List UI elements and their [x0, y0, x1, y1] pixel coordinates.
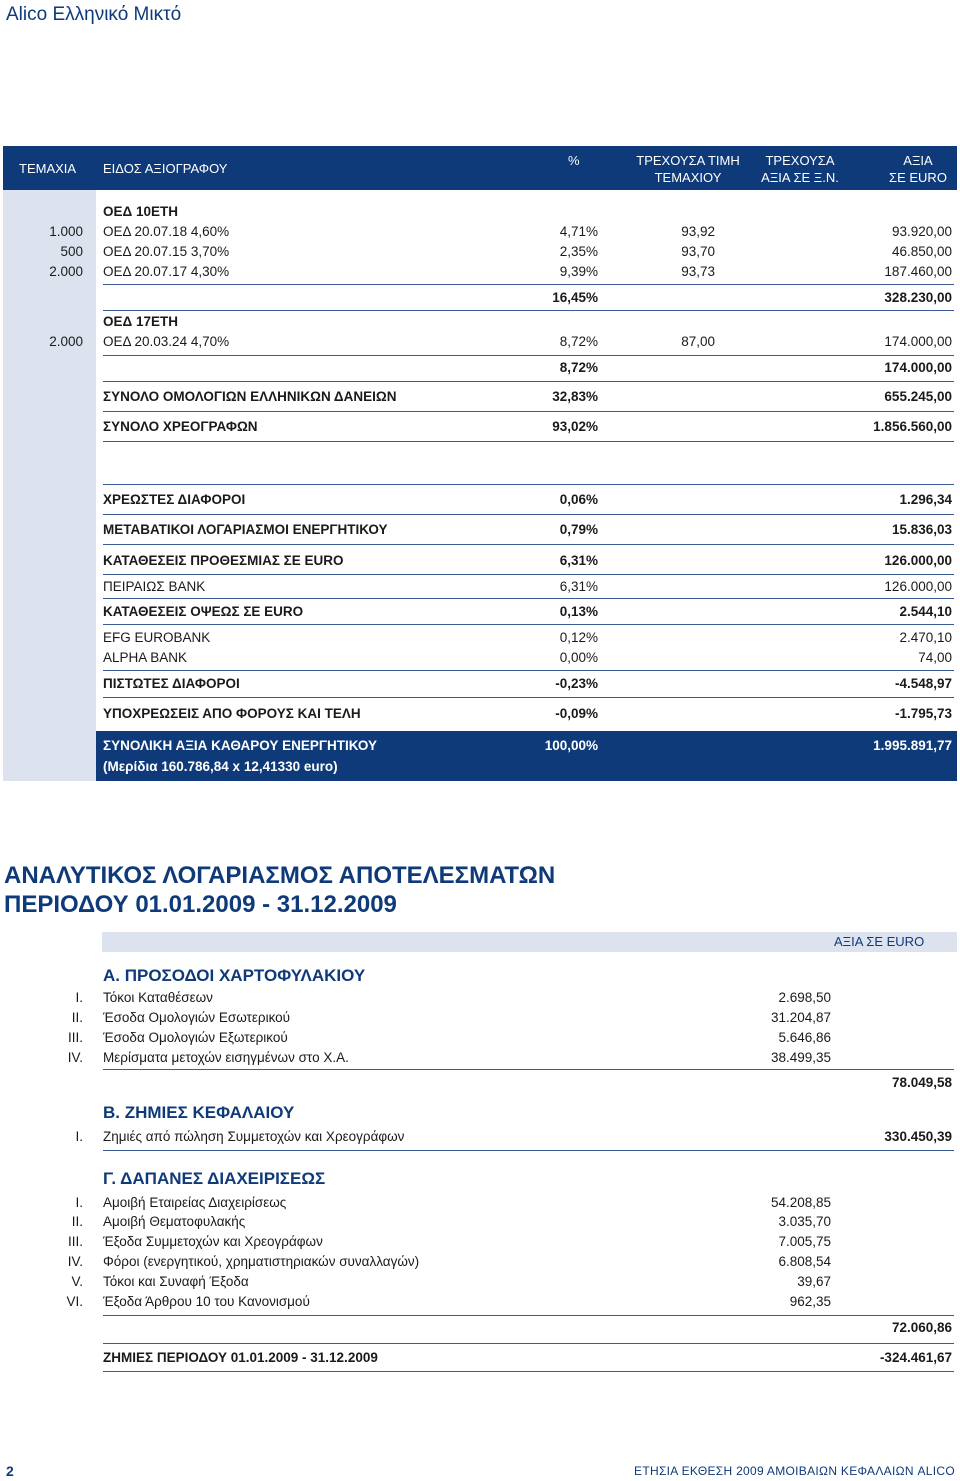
- header-price-line1: ΤΡΕΧΟΥΣΑ ΤΙΜΗ: [636, 153, 740, 168]
- row-name: ΟΕΔ 20.07.18 4,60%: [103, 224, 230, 239]
- row-pct: 8,72%: [559, 334, 598, 349]
- row-value: 93.920,00: [891, 224, 952, 239]
- section-divider: [103, 1150, 954, 1151]
- section-item-num: II.: [71, 1214, 83, 1229]
- total-label: ΣΥΝΟΛΟ ΧΡΕΟΓΡΑΦΩΝ: [103, 419, 258, 434]
- total-divider: [103, 381, 954, 382]
- page-title: Alico Ελληνικό Μικτό: [6, 4, 182, 25]
- total-label: ΣΥΝΟΛΟ ΟΜΟΛΟΓΙΩΝ ΕΛΛΗΝΙΚΩΝ ΔΑΝΕΙΩΝ: [103, 389, 397, 404]
- section-item-label: Μερίσματα μετοχών εισηγμένων στο Χ.Α.: [103, 1050, 349, 1065]
- net-total-pct: 100,00%: [544, 738, 598, 753]
- item-pct: 0,12%: [559, 630, 598, 645]
- period-loss-divider: [103, 1371, 954, 1372]
- item-pct: 0,00%: [559, 650, 598, 665]
- item-label: ΠΕΙΡΑΙΩΣ BANK: [103, 579, 206, 594]
- section-item-value: 330.450,39: [884, 1129, 952, 1144]
- item-value: 15.836,03: [891, 522, 952, 537]
- total-value: 1.856.560,00: [873, 419, 952, 434]
- header-fx: [755, 152, 845, 186]
- total-pct: 32,83%: [552, 389, 598, 404]
- total-divider: [103, 441, 954, 442]
- section-item-num: IV.: [67, 1254, 83, 1269]
- section-item-value: 39,67: [797, 1274, 831, 1289]
- section-item-num: IV.: [67, 1050, 83, 1065]
- subtotal-pct: 16,45%: [552, 290, 598, 305]
- row-name: ΟΕΔ 20.07.17 4,30%: [103, 264, 230, 279]
- header-pct: %: [568, 153, 580, 168]
- row-name: ΟΕΔ 20.07.15 3,70%: [103, 244, 230, 259]
- section-item-value: 5.646,86: [778, 1030, 831, 1045]
- section-divider: [103, 1315, 954, 1316]
- section-item-value: 38.499,35: [770, 1050, 831, 1065]
- item-label: ΚΑΤΑΘΕΣΕΙΣ ΟΨΕΩΣ ΣΕ EURO: [103, 604, 304, 619]
- section-item-num: VI.: [66, 1294, 83, 1309]
- header-fx-line1: ΤΡΕΧΟΥΣΑ: [765, 153, 835, 168]
- section-item-label: Αμοιβή Θεματοφυλακής: [103, 1214, 246, 1229]
- item-label: ΜΕΤΑΒΑΤΙΚΟΙ ΛΟΓΑΡΙΑΣΜΟΙ ΕΝΕΡΓΗΤΙΚΟΥ: [103, 522, 388, 537]
- row-value: 174.000,00: [884, 334, 952, 349]
- row-qty: 2.000: [49, 264, 83, 279]
- section-b-title: Β. ΖΗΜΙΕΣ ΚΕΦΑΛΑΙΟΥ: [103, 1103, 295, 1122]
- item-label: ΥΠΟΧΡΕΩΣΕΙΣ ΑΠΟ ΦΟΡΟΥΣ ΚΑΙ ΤΕΛΗ: [103, 706, 361, 721]
- header-fx-line2: ΑΞΙΑ ΣΕ Ξ.Ν.: [761, 170, 839, 185]
- item-divider: [103, 670, 954, 671]
- group-heading: ΟΕΔ 10ΕΤΗ: [103, 204, 178, 219]
- section-item-label: Τόκοι Καταθέσεων: [103, 990, 213, 1005]
- subtotal-value: 328.230,00: [884, 290, 952, 305]
- item-label: ΧΡΕΩΣΤΕΣ ΔΙΑΦΟΡΟΙ: [103, 492, 246, 507]
- item-pct: 0,79%: [559, 522, 598, 537]
- header-qty: ΤΕΜΑΧΙΑ: [19, 161, 77, 176]
- results-title-line2: ΠΕΡΙΟΔΟΥ 01.01.2009 - 31.12.2009: [4, 891, 397, 918]
- section-item-value: 6.808,54: [778, 1254, 831, 1269]
- section-item-num: I.: [75, 990, 83, 1005]
- qty-column-background: [3, 146, 96, 781]
- item-value: 126.000,00: [884, 579, 952, 594]
- section-c-title: Γ. ΔΑΠΑΝΕΣ ΔΙΑΧΕΙΡΙΣΕΩΣ: [103, 1169, 326, 1188]
- section-item-value: 3.035,70: [778, 1214, 831, 1229]
- total-divider: [103, 411, 954, 412]
- row-price: 87,00: [681, 334, 715, 349]
- total-value: 655.245,00: [884, 389, 952, 404]
- item-value: 2.470,10: [899, 630, 952, 645]
- period-loss-label: ΖΗΜΙΕΣ ΠΕΡΙΟΔΟΥ 01.01.2009 - 31.12.2009: [103, 1350, 378, 1365]
- header-eur-line2: ΣΕ EURO: [889, 170, 947, 185]
- row-pct: 2,35%: [559, 244, 598, 259]
- subtotal-divider: [103, 284, 954, 285]
- section-item-label: Φόροι (ενεργητικού, χρηματιστηριακών συναλλαγών): [103, 1254, 420, 1269]
- period-loss-divider: [103, 1343, 954, 1344]
- section-item-num: III.: [67, 1030, 83, 1045]
- section-item-label: Έξοδα Άρθρου 10 του Κανονισμού: [103, 1294, 310, 1309]
- row-price: 93,92: [681, 224, 715, 239]
- section-item-label: Έξοδα Συμμετοχών και Χρεογράφων: [103, 1234, 323, 1249]
- section-item-value: 2.698,50: [778, 990, 831, 1005]
- header-eur-line1: ΑΞΙΑ: [903, 153, 933, 168]
- section-item-label: Έσοδα Ομολογιών Εσωτερικού: [103, 1010, 291, 1025]
- section-item-num: I.: [75, 1195, 83, 1210]
- results-value-header-bg: [102, 932, 957, 952]
- item-pct: -0,09%: [555, 706, 598, 721]
- subtotal-pct: 8,72%: [559, 360, 598, 375]
- section-item-label: Έσοδα Ομολογιών Εξωτερικού: [103, 1030, 288, 1045]
- row-value: 46.850,00: [891, 244, 952, 259]
- results-title-line1: ΑΝΑΛΥΤΙΚΟΣ ΛΟΓΑΡΙΑΣΜΟΣ ΑΠΟΤΕΛΕΣΜΑΤΩΝ: [4, 862, 556, 889]
- row-pct: 9,39%: [559, 264, 598, 279]
- row-price: 93,70: [681, 244, 715, 259]
- section-a-total: 78.049,58: [891, 1075, 952, 1090]
- item-value: 1.296,34: [899, 492, 952, 507]
- section-c-total: 72.060,86: [891, 1320, 952, 1335]
- item-value: -4.548,97: [894, 676, 952, 691]
- item-divider: [103, 484, 954, 485]
- section-item-num: V.: [71, 1274, 83, 1289]
- row-qty: 500: [60, 244, 83, 259]
- section-item-value: 31.204,87: [770, 1010, 831, 1025]
- item-pct: 6,31%: [559, 553, 598, 568]
- subtotal-divider: [103, 355, 954, 356]
- subtotal-value: 174.000,00: [884, 360, 952, 375]
- section-item-label: Ζημιές από πώληση Συμμετοχών και Χρεογράφων: [103, 1129, 405, 1144]
- group-divider: [103, 310, 954, 311]
- footer-text: ΕΤΗΣΙΑ ΕΚΘΕΣΗ 2009 ΑΜΟΙΒΑΙΩΝ ΚΕΦΑΛΑΙΩΝ ALICO: [634, 1464, 955, 1478]
- net-total-value: 1.995.891,77: [873, 738, 952, 753]
- item-divider: [103, 514, 954, 515]
- item-label: ALPHA BANK: [103, 650, 188, 665]
- row-qty: 2.000: [49, 334, 83, 349]
- item-pct: 0,13%: [559, 604, 598, 619]
- section-divider: [103, 1069, 954, 1070]
- net-total-sublabel: (Μερίδια 160.786,84 x 12,41330 euro): [103, 759, 338, 774]
- row-value: 187.460,00: [884, 264, 952, 279]
- item-divider: [103, 697, 954, 698]
- row-pct: 4,71%: [559, 224, 598, 239]
- item-divider: [103, 574, 954, 575]
- item-label: EFG EUROBANK: [103, 630, 211, 645]
- net-total-bar: [96, 731, 957, 781]
- section-a-title: Α. ΠΡΟΣΟΔΟΙ ΧΑΡΤΟΦΥΛΑΚΙΟΥ: [103, 966, 366, 985]
- item-value: 126.000,00: [884, 553, 952, 568]
- net-total-label: ΣΥΝΟΛΙΚΗ ΑΞΙΑ ΚΑΘΑΡΟΥ ΕΝΕΡΓΗΤΙΚΟΥ: [103, 738, 377, 753]
- item-value: -1.795,73: [894, 706, 952, 721]
- section-item-num: I.: [75, 1129, 83, 1144]
- item-divider: [103, 544, 954, 545]
- header-type: ΕΙΔΟΣ ΑΞΙΟΓΡΑΦΟΥ: [103, 161, 228, 176]
- section-item-num: II.: [71, 1010, 83, 1025]
- item-pct: 0,06%: [559, 492, 598, 507]
- item-value: 74,00: [918, 650, 952, 665]
- group-heading: ΟΕΔ 17ΕΤΗ: [103, 314, 178, 329]
- holdings-header: [3, 146, 957, 190]
- page-number: 2: [6, 1463, 14, 1479]
- header-eur: [883, 152, 953, 186]
- item-pct: 6,31%: [559, 579, 598, 594]
- item-divider: [103, 598, 954, 599]
- section-item-num: III.: [67, 1234, 83, 1249]
- item-label: ΠΙΣΤΩΤΕΣ ΔΙΑΦΟΡΟΙ: [103, 676, 240, 691]
- results-value-header: ΑΞΙΑ ΣΕ EURO: [834, 934, 925, 949]
- item-pct: -0,23%: [555, 676, 598, 691]
- header-price-line2: ΤΕΜΑΧΙΟΥ: [654, 170, 722, 185]
- total-pct: 93,02%: [552, 419, 598, 434]
- header-price: [633, 152, 743, 186]
- row-name: ΟΕΔ 20.03.24 4,70%: [103, 334, 230, 349]
- section-item-value: 962,35: [789, 1294, 831, 1309]
- item-divider: [103, 624, 954, 625]
- row-qty: 1.000: [49, 224, 83, 239]
- row-price: 93,73: [681, 264, 715, 279]
- period-loss-value: -324.461,67: [879, 1350, 952, 1365]
- item-value: 2.544,10: [899, 604, 952, 619]
- section-item-value: 54.208,85: [770, 1195, 831, 1210]
- section-item-label: Αμοιβή Εταιρείας Διαχειρίσεως: [103, 1195, 287, 1210]
- section-item-value: 7.005,75: [778, 1234, 831, 1249]
- item-label: ΚΑΤΑΘΕΣΕΙΣ ΠΡΟΘΕΣΜΙΑΣ ΣΕ EURO: [103, 553, 344, 568]
- section-item-label: Τόκοι και Συναφή Έξοδα: [103, 1274, 249, 1289]
